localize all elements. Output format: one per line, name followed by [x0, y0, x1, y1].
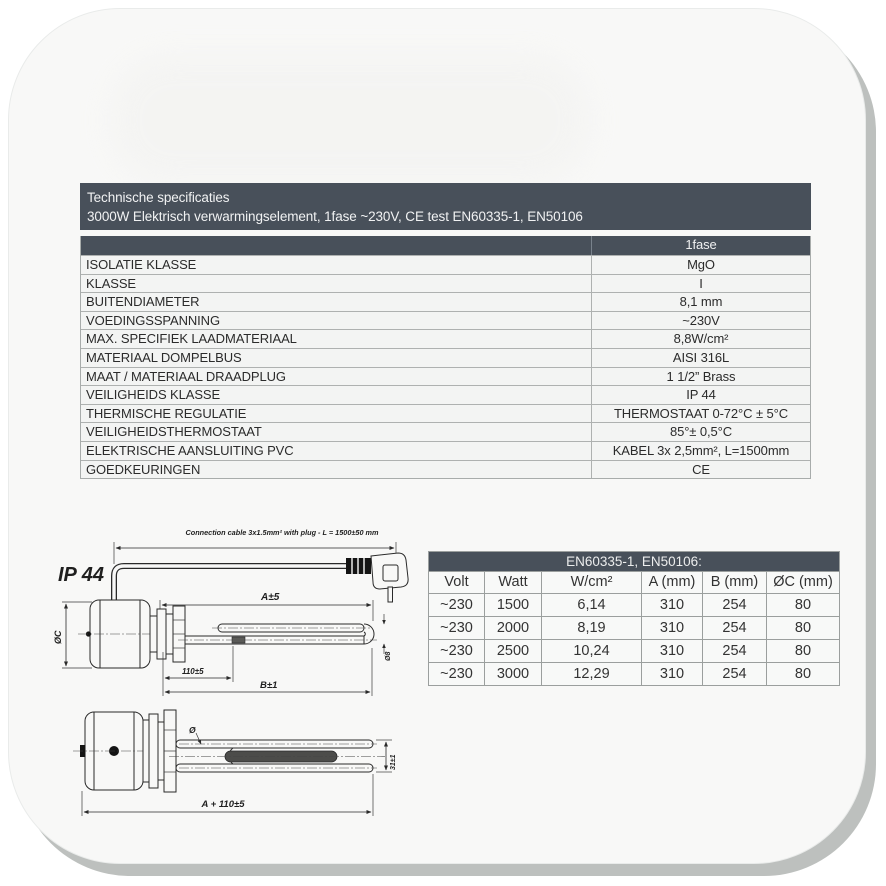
spec-row-value: THERMOSTAAT 0-72°C ± 5°C: [613, 405, 789, 421]
spec-row-label: KLASSE: [81, 275, 592, 293]
threaded-bushing: [150, 606, 185, 662]
page-title: Technische specificaties: [87, 190, 230, 205]
spec-row-label: VEILIGHEIDSTHERMOSTAAT: [81, 423, 592, 441]
table-row: [81, 329, 810, 348]
cell: 80: [766, 663, 839, 685]
spec-row-value: 1 1/2” Brass: [666, 368, 736, 384]
dimension-table-column-headers: [429, 571, 839, 593]
cell: 254: [702, 640, 766, 662]
spec-row-label: BUITENDIAMETER: [81, 293, 592, 311]
table-row: [81, 385, 810, 404]
spec-row-value: ~230V: [682, 312, 720, 328]
spec-row-value: KABEL 3x 2,5mm², L=1500mm: [612, 442, 790, 458]
col-header-watt: Watt: [484, 572, 541, 593]
threaded-bushing: [143, 710, 176, 792]
cell: 6,14: [541, 594, 641, 616]
dim-b-label: B±1: [260, 680, 278, 691]
table-row: [81, 404, 810, 423]
cell: ~230: [440, 666, 473, 682]
cell: 2500: [484, 640, 541, 662]
spec-row-label: ISOLATIE KLASSE: [81, 256, 592, 274]
cell: 2000: [484, 617, 541, 639]
table-row: [81, 441, 810, 460]
spec-row-label: VOEDINGSSPANNING: [81, 312, 592, 330]
schuko-plug: [346, 553, 408, 602]
table-row: [429, 616, 839, 639]
dim-diameter-symbol-label: Ø: [189, 725, 196, 735]
table-row: [81, 292, 810, 311]
spec-row-value: 8,8W/cm²: [673, 331, 729, 347]
cell: 254: [702, 594, 766, 616]
cell: ~230: [440, 620, 473, 636]
col-header-a: A (mm): [641, 572, 702, 593]
table-row: [81, 422, 810, 441]
table-row: [429, 662, 839, 685]
cell: 8,19: [541, 617, 641, 639]
table-row: [81, 348, 810, 367]
table-row: [429, 593, 839, 616]
connection-cable: [114, 566, 348, 604]
cell: 310: [641, 663, 702, 685]
technical-drawing-bottom-view: [55, 700, 405, 825]
table-row: [81, 255, 810, 274]
technical-drawing-side-view: [50, 520, 430, 705]
cell: 12,29: [541, 663, 641, 685]
cable-note: Connection cable 3x1.5mm² with plug - L = 1500±50 mm: [185, 528, 379, 537]
cell: 80: [766, 594, 839, 616]
cell: ~230: [440, 643, 473, 659]
dimension-table: [428, 551, 840, 686]
cell: 254: [702, 663, 766, 685]
cell: 10,24: [541, 640, 641, 662]
spec-row-label: MATERIAAL DOMPELBUS: [81, 349, 592, 367]
table-row: [81, 311, 810, 330]
cell: 80: [766, 640, 839, 662]
dim-tube-diameter-label: Ø8: [385, 651, 392, 661]
dim-total-length-label: A + 110±5: [201, 799, 245, 810]
col-header-wcm2: W/cm²: [541, 572, 641, 593]
spec-header-empty: [81, 236, 592, 255]
dim-110-label: 110±5: [182, 667, 204, 676]
col-header-b: B (mm): [702, 572, 766, 593]
table-row: [81, 460, 810, 479]
spec-row-label: ELEKTRISCHE AANSLUITING PVC: [81, 442, 592, 460]
dim-a-label: A±5: [261, 592, 280, 603]
cell: 310: [641, 594, 702, 616]
dim-31-label: 31±1: [390, 754, 397, 770]
title-block: [80, 183, 811, 230]
spec-row-value: CE: [692, 461, 710, 477]
cell: 310: [641, 640, 702, 662]
heating-tube: [169, 740, 385, 772]
table-row: [429, 639, 839, 662]
scan-smudge: [110, 55, 590, 185]
spec-table: [80, 236, 811, 479]
spec-row-value: AISI 316L: [672, 349, 730, 365]
cell: ~230: [440, 597, 473, 613]
col-header-c: ØC (mm): [766, 572, 839, 593]
col-header-volt: Volt: [444, 574, 469, 590]
thermostat-enclosure: [78, 600, 162, 668]
page-subtitle: 3000W Elektrisch verwarmingselement, 1fase ~230V, CE test EN60335-1, EN50106: [87, 209, 583, 224]
cell: 1500: [484, 594, 541, 616]
spec-row-label: MAAT / MATERIAAL DRAADPLUG: [81, 368, 592, 386]
table-row: [81, 367, 810, 386]
dim-oc-label: ØC: [53, 630, 63, 644]
spec-row-label: GOEDKEURINGEN: [81, 461, 592, 479]
spec-header-phase: 1fase: [685, 237, 717, 252]
dimension-table-title: EN60335-1, EN50106:: [429, 552, 839, 571]
cell: 3000: [484, 663, 541, 685]
cell: 254: [702, 617, 766, 639]
cell: 80: [766, 617, 839, 639]
spec-row-label: THERMISCHE REGULATIE: [81, 405, 592, 423]
ip-rating-label: IP 44: [58, 564, 104, 586]
spec-table-header: [81, 236, 810, 255]
spec-row-label: MAX. SPECIFIEK LAADMATERIAAL: [81, 330, 592, 348]
spec-row-value: MgO: [687, 257, 715, 272]
spec-row-value: 85°± 0,5°C: [669, 424, 733, 440]
heating-tube: [178, 624, 377, 644]
cell: 310: [641, 617, 702, 639]
spec-row-value: I: [699, 275, 703, 291]
spec-row-label: VEILIGHEIDS KLASSE: [81, 386, 592, 404]
spec-row-value: IP 44: [686, 387, 716, 403]
table-row: [81, 274, 810, 293]
spec-row-value: 8,1 mm: [679, 294, 723, 310]
